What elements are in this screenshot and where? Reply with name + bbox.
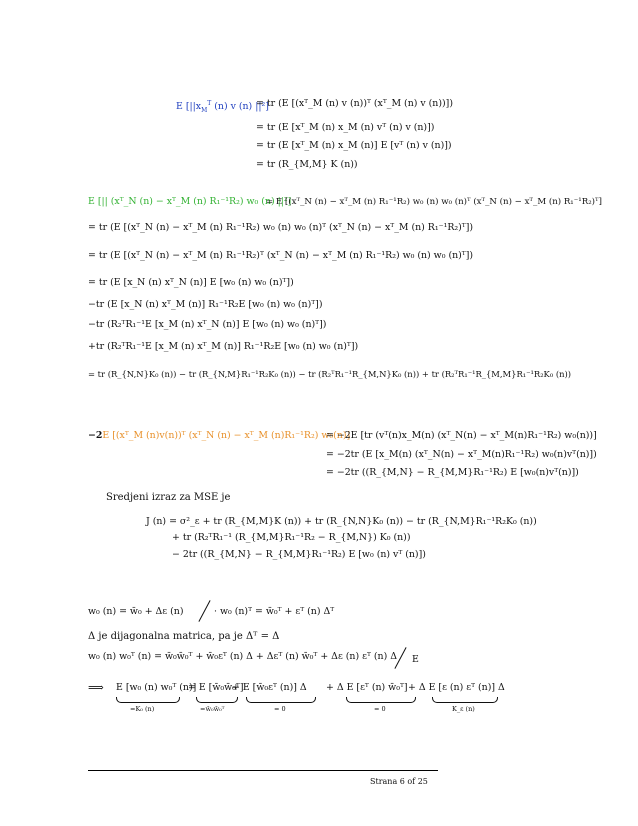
product-tail: E — [412, 654, 419, 665]
block3-rhs3: = −2tr ((R_{M,N} − R_{M,M}R₁⁻¹R₂) E [w₀(n)vᵀ(n)]) — [326, 467, 579, 478]
underbrace-4 — [346, 697, 416, 703]
block1-line3: = tr (E [xᵀ_M (n) x_M (n)] E [vᵀ (n) v (n)]) — [256, 140, 452, 151]
final-term-2: = E [w̄₀w̄₀ᵀ] — [188, 682, 244, 693]
evaluation-slash — [198, 600, 210, 622]
footer-rule — [88, 770, 438, 771]
final-term-4: + Δ E [εᵀ (n) w̄₀ᵀ] — [326, 682, 408, 693]
block3-rhs1: = −2E [tr (vᵀ(n)x_M(n) (xᵀ_N(n) − xᵀ_M(n)R₁⁻¹R₂) w₀(n))] — [326, 430, 597, 441]
block2-lhs: E [|| (xᵀ_N (n) − xᵀ_M (n) R₁⁻¹R₂) w₀ (n) ||²] — [88, 196, 292, 207]
w-line-rhs: · w₀ (n)ᵀ = w̄₀ᵀ + εᵀ (n) Δᵀ — [214, 606, 335, 617]
underbrace-3 — [246, 697, 316, 703]
block3-lhs: −2E [(xᵀ_M (n)v(n))ᵀ (xᵀ_N (n) − xᵀ_M (n)R₁⁻¹R₂) w₀(n)] — [88, 430, 351, 441]
block2-line3: = tr (E [(xᵀ_N (n) − xᵀ_M (n) R₁⁻¹R₂)ᵀ (xᵀ_N (n) − xᵀ_M (n) R₁⁻¹R₂) w₀ (n) w₀ (n)ᵀ]) — [88, 250, 474, 261]
page-number: Strana 6 of 25 — [370, 777, 428, 786]
block2-rhs: = E [(xᵀ_N (n) − xᵀ_M (n) R₁⁻¹R₂) w₀ (n) w₀ (n)ᵀ (xᵀ_N (n) − xᵀ_M (n) R₁⁻¹R₂)ᵀ] — [266, 197, 602, 207]
underbrace-label-2: =w̄₀w̄₀ᵀ — [200, 705, 225, 713]
underbrace-label-3: = 0 — [274, 705, 286, 713]
underbrace-1 — [116, 697, 180, 703]
underbrace-label-4: = 0 — [374, 705, 386, 713]
w-line-lhs: w₀ (n) = w̄₀ + Δε (n) — [88, 606, 184, 617]
underbrace-2 — [196, 697, 238, 703]
block1-line4: = tr (R_{M,M} K (n)) — [256, 159, 358, 170]
final-term-1: E [w₀ (n) w₀ᵀ (n)] — [116, 682, 197, 693]
final-term-3: + E [w̄₀εᵀ (n)] Δ — [232, 682, 307, 693]
block3-rhs2: = −2tr (E [x_M(n) (xᵀ_N(n) − xᵀ_M(n)R₁⁻¹R₂) w₀(n)vᵀ(n)]) — [326, 449, 597, 460]
mse-intro: Sredjeni izraz za MSE je — [106, 492, 231, 503]
block1-lhs: E [$||x_M^T$ (n) v (n) ||²] — [176, 100, 269, 114]
block2-line5: −tr (E [x_N (n) xᵀ_M (n)] R₁⁻¹R₂E [w₀ (n) w₀ (n)ᵀ]) — [88, 299, 323, 310]
final-term-5: + Δ E [ε (n) εᵀ (n)] Δ — [408, 682, 505, 693]
block2-line8: = tr (R_{N,N}K₀ (n)) − tr (R_{N,M}R₁⁻¹R₂K₀ (n)) − tr (R₂ᵀR₁⁻¹R_{M,N}K₀ (n)) + tr (R₂ᵀR₁⁻¹R_{M,M}R₁⁻¹R₂K₀ (n)) — [88, 369, 572, 379]
implies-arrow: ⟹ — [88, 681, 104, 694]
underbrace-label-5: K_ε (n) — [452, 705, 475, 713]
block1-rhs: = tr (E [(xᵀ_M (n) v (n))ᵀ (xᵀ_M (n) v (n))]) — [256, 98, 453, 109]
block1-line2: = tr (E [xᵀ_M (n) x_M (n) vᵀ (n) v (n)]) — [256, 122, 435, 133]
block2-line2: = tr (E [(xᵀ_N (n) − xᵀ_M (n) R₁⁻¹R₂) w₀ (n) w₀ (n)ᵀ (xᵀ_N (n) − xᵀ_M (n) R₁⁻¹R₂)ᵀ]) — [88, 222, 474, 233]
mse-line1: J (n) = σ²_ε + tr (R_{M,M}K (n)) + tr (R_{N,N}K₀ (n)) − tr (R_{N,M}R₁⁻¹R₂K₀ (n)) — [146, 516, 537, 527]
block2-line4: = tr (E [x_N (n) xᵀ_N (n)] E [w₀ (n) w₀ (n)ᵀ]) — [88, 277, 294, 288]
underbrace-label-1: =K₀ (n) — [130, 705, 155, 713]
delta-text: Δ je dijagonalna matrica, pa je Δᵀ = Δ — [88, 631, 280, 642]
mse-line3: − 2tr ((R_{M,N} − R_{M,M}R₁⁻¹R₂) E [w₀ (n) vᵀ (n)]) — [172, 549, 426, 560]
product-line: w₀ (n) w₀ᵀ (n) = w̄₀w̄₀ᵀ + w̄₀εᵀ (n) Δ + Δεᵀ (n) w̄₀ᵀ + Δε (n) εᵀ (n) Δ — [88, 651, 397, 662]
block2-line7: +tr (R₂ᵀR₁⁻¹E [x_M (n) xᵀ_M (n)] R₁⁻¹R₂E [w₀ (n) w₀ (n)ᵀ]) — [88, 341, 359, 352]
mse-line2: + tr (R₂ᵀR₁⁻¹ (R_{M,M}R₁⁻¹R₂ − R_{M,N}) K₀ (n)) — [172, 532, 411, 543]
block2-line6: −tr (R₂ᵀR₁⁻¹E [x_M (n) xᵀ_N (n)] E [w₀ (n) w₀ (n)ᵀ]) — [88, 319, 327, 330]
underbrace-5 — [432, 697, 498, 703]
